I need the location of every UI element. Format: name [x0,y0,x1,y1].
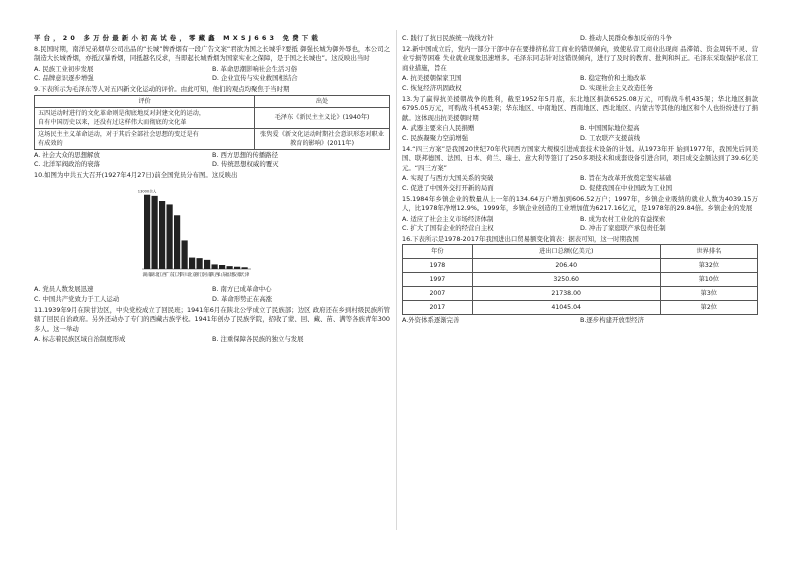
chart-category-label: 安徽 [232,273,242,279]
question-11-options [34,335,390,345]
question-11-options-cont [402,34,758,44]
chart-bar-2 [159,201,165,269]
table-header-row [35,95,390,107]
table-header-row [403,245,758,259]
option-a[interactable]: A. 抗美援朝保家卫国 [402,74,462,83]
table-cell: 3250.60 [472,273,660,287]
table-cell [35,107,255,128]
chart-category-label: 江苏 [172,273,182,279]
table-row [403,301,758,315]
column-divider [396,30,397,530]
option-d[interactable]: D. 推动人民群众参加反帝的斗争 [580,34,673,42]
option-a[interactable]: A. 标志着民族区域自治制度形成 [34,335,126,344]
option-a[interactable]: A. 适应了社会主义市场经济体制 [402,214,494,223]
chart-bar-13 [242,268,248,270]
option-a[interactable]: A.外资体系逐渐完善 [402,316,460,325]
bar-chart-svg [34,181,390,283]
question-14 [402,145,758,194]
chart-category-label: 河南 [202,273,212,279]
table-cell-line: 这场民主主义革命运动，对于其后全部社会思想的变迁是有 [38,130,199,138]
table-header: 评价 [35,95,255,107]
table-row [403,287,758,301]
chart-category-label: 湖南 [142,273,152,279]
chart-bar-1 [152,196,158,269]
question-16-options [402,316,758,326]
question-15 [402,195,758,234]
chart-category-label: 天津 [239,273,250,279]
chart-category-label: 江西 [157,273,167,279]
option-b[interactable]: B. 注重保障各民族的独立与发展 [212,335,304,344]
table-cell-source: 毛泽东《新民主主义论》(1940年) [255,107,390,128]
table-cell-line: 五四运动时进行的文化革命则是彻底地反对封建文化的运动， [38,109,206,117]
chart-category-label: 陕西 [209,273,220,279]
option-a[interactable]: A. 武器主要来自人民捐赠 [402,124,475,133]
chart-category-label: 广东 [164,273,175,279]
question-15-stem: 15.1984年乡镇企业的数量从上一年的134.64万户增加到606.52万户；1997年，乡镇企业吸纳的就业人数为4039.15万人，比1978年净增12.9%。1999年，乡镇企业创造的工业增加值为6217.16亿元，是1978年的29.84倍。乡镇企业的发展 [402,194,758,213]
table-cell: 41045.04 [472,301,660,315]
table-cell: 2017 [403,301,473,315]
table-row [403,273,758,287]
option-c[interactable]: C. 践行了抗日民族统一战线方针 [402,34,494,42]
option-c[interactable]: C. 中国共产党致力于工人运动 [34,294,120,303]
chart-bar-5 [182,241,188,270]
trade-table [402,244,758,315]
chart-category-label: 福建 [224,273,235,279]
question-13-stem: 13.为了赢得抗美援朝战争的胜利，截至1952年5月底，东北地区捐款6525.08万元，可购战斗机435架；华北地区捐款6795.05万元，可购战斗机453架；华东地区、中南地区、西南地区、西北地区、内蒙古等其他的地区和个人也纷纷进行了捐献。这体现出抗美援朝时期 [402,94,758,122]
option-d[interactable]: D. 工农联产支援前线 [580,133,641,142]
table-row [35,107,390,128]
question-9-stem: 9.下表所示为毛泽东等人对五四新文化运动的评价。由此可知，他们的观点均聚焦于当时期 [34,84,290,93]
question-16 [402,235,758,326]
option-d[interactable]: D. 传统思想权威的覆灭 [212,160,279,169]
chart-bar-9 [212,265,218,270]
question-13 [402,95,758,144]
left-column [34,34,390,346]
question-9-options [34,151,390,170]
option-c[interactable]: C. 促进了中国外交打开新的局面 [402,183,494,192]
option-b[interactable]: B. 南方已成革命中心 [212,285,272,294]
option-d[interactable]: D. 革命形势正在高涨 [212,294,273,303]
table-cell: 第32位 [660,259,757,273]
chart-category-label: 四川 [179,273,190,279]
option-d[interactable]: D. 实现社会主义改造任务 [580,83,653,92]
chart-value-label: 13000余人 [137,190,157,195]
option-c[interactable]: C. 北洋军阀政治的衰落 [34,160,101,169]
question-12 [402,45,758,94]
table-cell [35,128,255,149]
option-c[interactable]: C. 民族凝聚力空前增强 [402,133,469,142]
option-a[interactable]: A. 实现了与西方大国关系的突破 [402,174,494,183]
question-16-stem: 16.下表所示是1978-2017年我国进出口贸易额变化简表：据表可知，这一时期我国 [402,234,639,243]
chart-bar-0 [144,195,150,269]
chart-bar-6 [189,258,195,269]
right-column [402,34,758,327]
chart-bar-10 [219,265,225,269]
option-b[interactable]: B.逐步构建开放型经济 [580,316,644,325]
option-b[interactable]: B. 稳定物价和土地改革 [580,74,646,83]
table-cell: 第3位 [660,287,757,301]
table-row [35,128,390,149]
table-cell: 21738.00 [472,287,660,301]
table-cell: 1997 [403,273,473,287]
chart-bar-12 [234,267,240,269]
table-cell-source: 张隽爱《新文化运动时期社会意识形态对职业教育的影响》(2011年) [255,128,390,149]
evaluation-table [34,95,390,150]
option-c[interactable]: C. 品牌意识逐步增强 [34,74,94,83]
option-b[interactable]: B. 成为农村工业化的有益探索 [580,214,666,223]
question-12-stem: 12.新中国成立后，党内一部分干部中存在要排挤私营工商业的错误倾向，致使私营工商业出现商 品滞销、资金周转不灵、营业亏损等困难 失业就业现象迅速增多。毛泽东同志针对这错误倾向，进行了及时的教育、批判和纠正。毛泽东采取保护私营工商业措施，旨在 [402,44,758,72]
table-cell: 2007 [403,287,473,301]
option-d[interactable]: D. 企业宣传与实业救国相结合 [212,74,298,83]
option-b[interactable]: B. 中国国际地位提高 [580,124,640,133]
chart-category-label: 湖北 [149,273,160,279]
option-a[interactable]: A. 社会大众的思想解放 [34,150,100,159]
question-15-options [402,215,758,234]
option-a[interactable]: A. 民族工业初步发展 [34,64,94,73]
question-10-stem: 10.如图为中共五大召开(1927年4月27日)前全国党员分布图。这反映出 [34,170,238,179]
table-cell: 第10位 [660,273,757,287]
table-header: 世界排名 [660,245,757,259]
chart-category-label: 北京 [187,273,197,279]
option-c[interactable]: C. 恢复经济巩固政权 [402,83,462,92]
chart-bar-8 [204,260,210,269]
page-header: 平台，20 多万份最新小初高试卷，零藏鑫 MXSJ663 免费下载 [34,34,321,42]
question-11-stem: 11.1939年9月在陕甘边区，中央党校成立了回民班；1941年6月在陕北公学成立了民族部；边区 政府还在乡到村级民族所管辖了回民自治政府。另外还动办了专门的西藏古族学校。1941年创办了民族学院，招收了蒙、回、藏、苗、满等各族青年300多人。这一举动 [34,305,390,333]
table-header: 年份 [403,245,473,259]
option-c[interactable]: C. 扩大了国有企业的经营自主权 [402,224,494,233]
question-11 [34,306,390,345]
table-cell: 第2位 [660,301,757,315]
chart-bar-4 [174,216,180,270]
party-member-chart [34,181,390,283]
question-14-options [402,174,758,193]
table-cell-line: 有成效的 [38,139,63,147]
option-b[interactable]: B. 旨在为改革开放奠定坚实基础 [580,174,672,183]
question-8 [34,45,390,84]
option-a[interactable]: A. 党员人数发展迅速 [34,285,94,294]
table-row [403,259,758,273]
question-10-options [34,285,390,304]
chart-bar-11 [227,266,233,269]
table-cell: 206.40 [472,259,660,273]
question-8-stem: 8.民国时期，南洋兄弟烟草公司出品的“长城”牌香烟有一段广告文案“君欲为国之长城乎?要抵 御强长城为御外辱也，本公司之制造大长城香烟，亦抵汉暴香烟，同抵越名反求，当即起长城香烟为国家实业之保障，是于国之长城也”。这反映出当时 [34,44,390,63]
table-cell-line: 自有中国历史以来，还没有过这样伟大而彻底的文化革 [38,118,187,126]
table-header: 出处 [255,95,390,107]
option-d[interactable]: D. 冲击了家庭联产承包责任制 [580,224,666,233]
question-10 [34,171,390,305]
question-13-options [402,124,758,143]
option-b[interactable]: B. 西方思想的传播路径 [212,150,278,159]
question-14-stem: 14.“四三方案”是我国20世纪70年代同西方国家大规模引进成套技术设备的计划。从1973年开 始到1977年，我国先后同美国、联邦德国、法国、日本、荷兰、瑞士、意大利等签订了250多项技术和成套设备引进合同，项目成交金额达到了39.6亿美元。“四三方案” [402,144,758,172]
chart-bar-3 [167,205,173,270]
option-b[interactable]: B. 革命思潮影响社会生活习俗 [212,64,298,73]
table-header: 进出口总额(亿美元) [472,245,660,259]
question-8-options [34,65,390,84]
question-9 [34,85,390,170]
table-cell: 1978 [403,259,473,273]
chart-category-label: 浙江 [194,273,205,279]
question-12-options [402,74,758,93]
option-d[interactable]: D. 促使我国在中业国政为工业国 [580,183,673,192]
chart-bar-7 [197,258,203,269]
chart-category-label: 山东 [217,273,227,279]
